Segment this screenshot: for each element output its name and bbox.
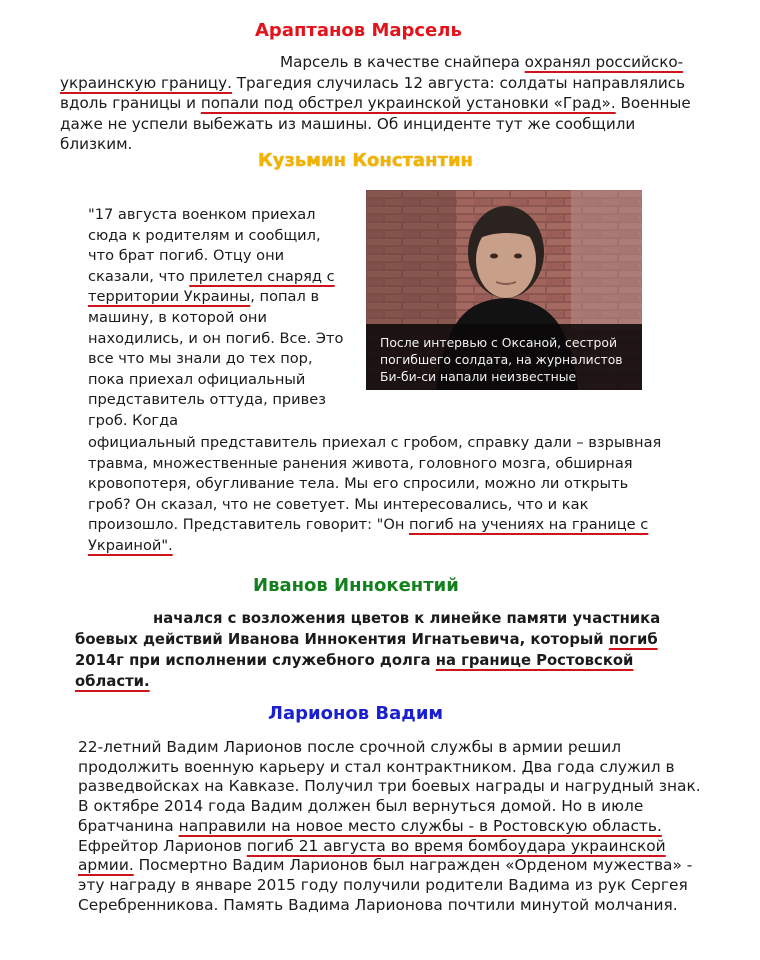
text-fragment: "17 августа военком приехал сюда к родителям и сообщил, что брат погиб. Отцу они сказали, что — [88, 206, 321, 285]
section-title-larionov: Ларионов Вадим — [268, 703, 444, 724]
quote-text-bottom — [88, 433, 668, 557]
text-fragment: официальный представитель приехал с гробом, справку дали – взрывная травма, множественные ранения живота, головного мозга, обширная кровопотеря, обугливание тела. Мы его спросили, можно ли открыть гроб? Он сказал, что не советует. Мы интересовались, что и как произошло. Представитель говорит: "Он — [88, 434, 662, 534]
quote-text-top — [88, 205, 350, 432]
text-fragment: Трагедия случилась 12 августа: солдаты направлялись вдоль границы и — [60, 73, 686, 112]
highlighted-phrase: погиб — [608, 631, 658, 648]
section-text-larionov — [78, 738, 710, 915]
highlighted-phrase: погиб 21 августа во время бомбоудара украинской армии. — [78, 836, 666, 875]
highlighted-phrase: прилетел снаряд с территории Украины — [88, 267, 335, 306]
text-fragment: начался с возложения цветов к линейке памяти участника боевых действий Иванова Иннокентия Игнатьевича, который — [75, 610, 661, 648]
text-fragment: , попал в машину, в которой они находились, и он погиб. Все. Это все что мы знали до тех пор, пока приехал официальный представитель оттуда, привез гроб. Когда — [88, 288, 344, 429]
highlighted-phrase: направили на новое место службы - в Ростовскую область. — [178, 816, 662, 835]
interview-photo — [366, 190, 642, 390]
section-title-ivanov: Иванов Иннокентий — [253, 575, 459, 596]
highlighted-phrase: погиб на учениях на границе с Украиной". — [88, 516, 649, 554]
section-title-kuzmin: Кузьмин Константин — [258, 150, 473, 171]
photo-caption: После интервью с Оксаной, сестрой погибшего солдата, на журналистов Би-би-си напали неизвестные — [366, 324, 642, 390]
text-fragment: Марсель в качестве снайпера — [280, 53, 525, 71]
highlighted-phrase: на границе Ростовской области. — [75, 652, 634, 690]
section-title-araptanov: Араптанов Марсель — [255, 20, 462, 41]
text-fragment: Ефрейтор Ларионов — [78, 836, 247, 855]
text-fragment: Военные даже не успели выбежать из машины. Об инциденте тут же сообщили близким. — [60, 94, 691, 153]
text-fragment: 2014г при исполнении служебного долга — [75, 652, 436, 669]
text-fragment: 22-летний Вадим Ларионов после срочной службы в армии решил продолжить военную карьеру и стал контрактником. Два года служил в разведвойсках на Кавказе. Получил три боевых награды и нагрудный знак. В октябре 2014 года Вадим должен был вернуться домой. Но в июле братчанина — [78, 738, 701, 835]
highlighted-phrase: попали под обстрел украинской установки «Град». — [200, 94, 616, 112]
highlighted-phrase: охранял российско-украинскую границу. — [60, 53, 684, 92]
section-text-ivanov — [75, 608, 680, 694]
section-text-araptanov — [60, 52, 700, 155]
text-fragment: Посмертно Вадим Ларионов был награжден «Орденом мужества» - эту награду в январе 2015 году получили родители Вадима из рук Сергея Серебренникова. Память Вадима Ларионова почтили минутой молчания. — [78, 856, 693, 914]
